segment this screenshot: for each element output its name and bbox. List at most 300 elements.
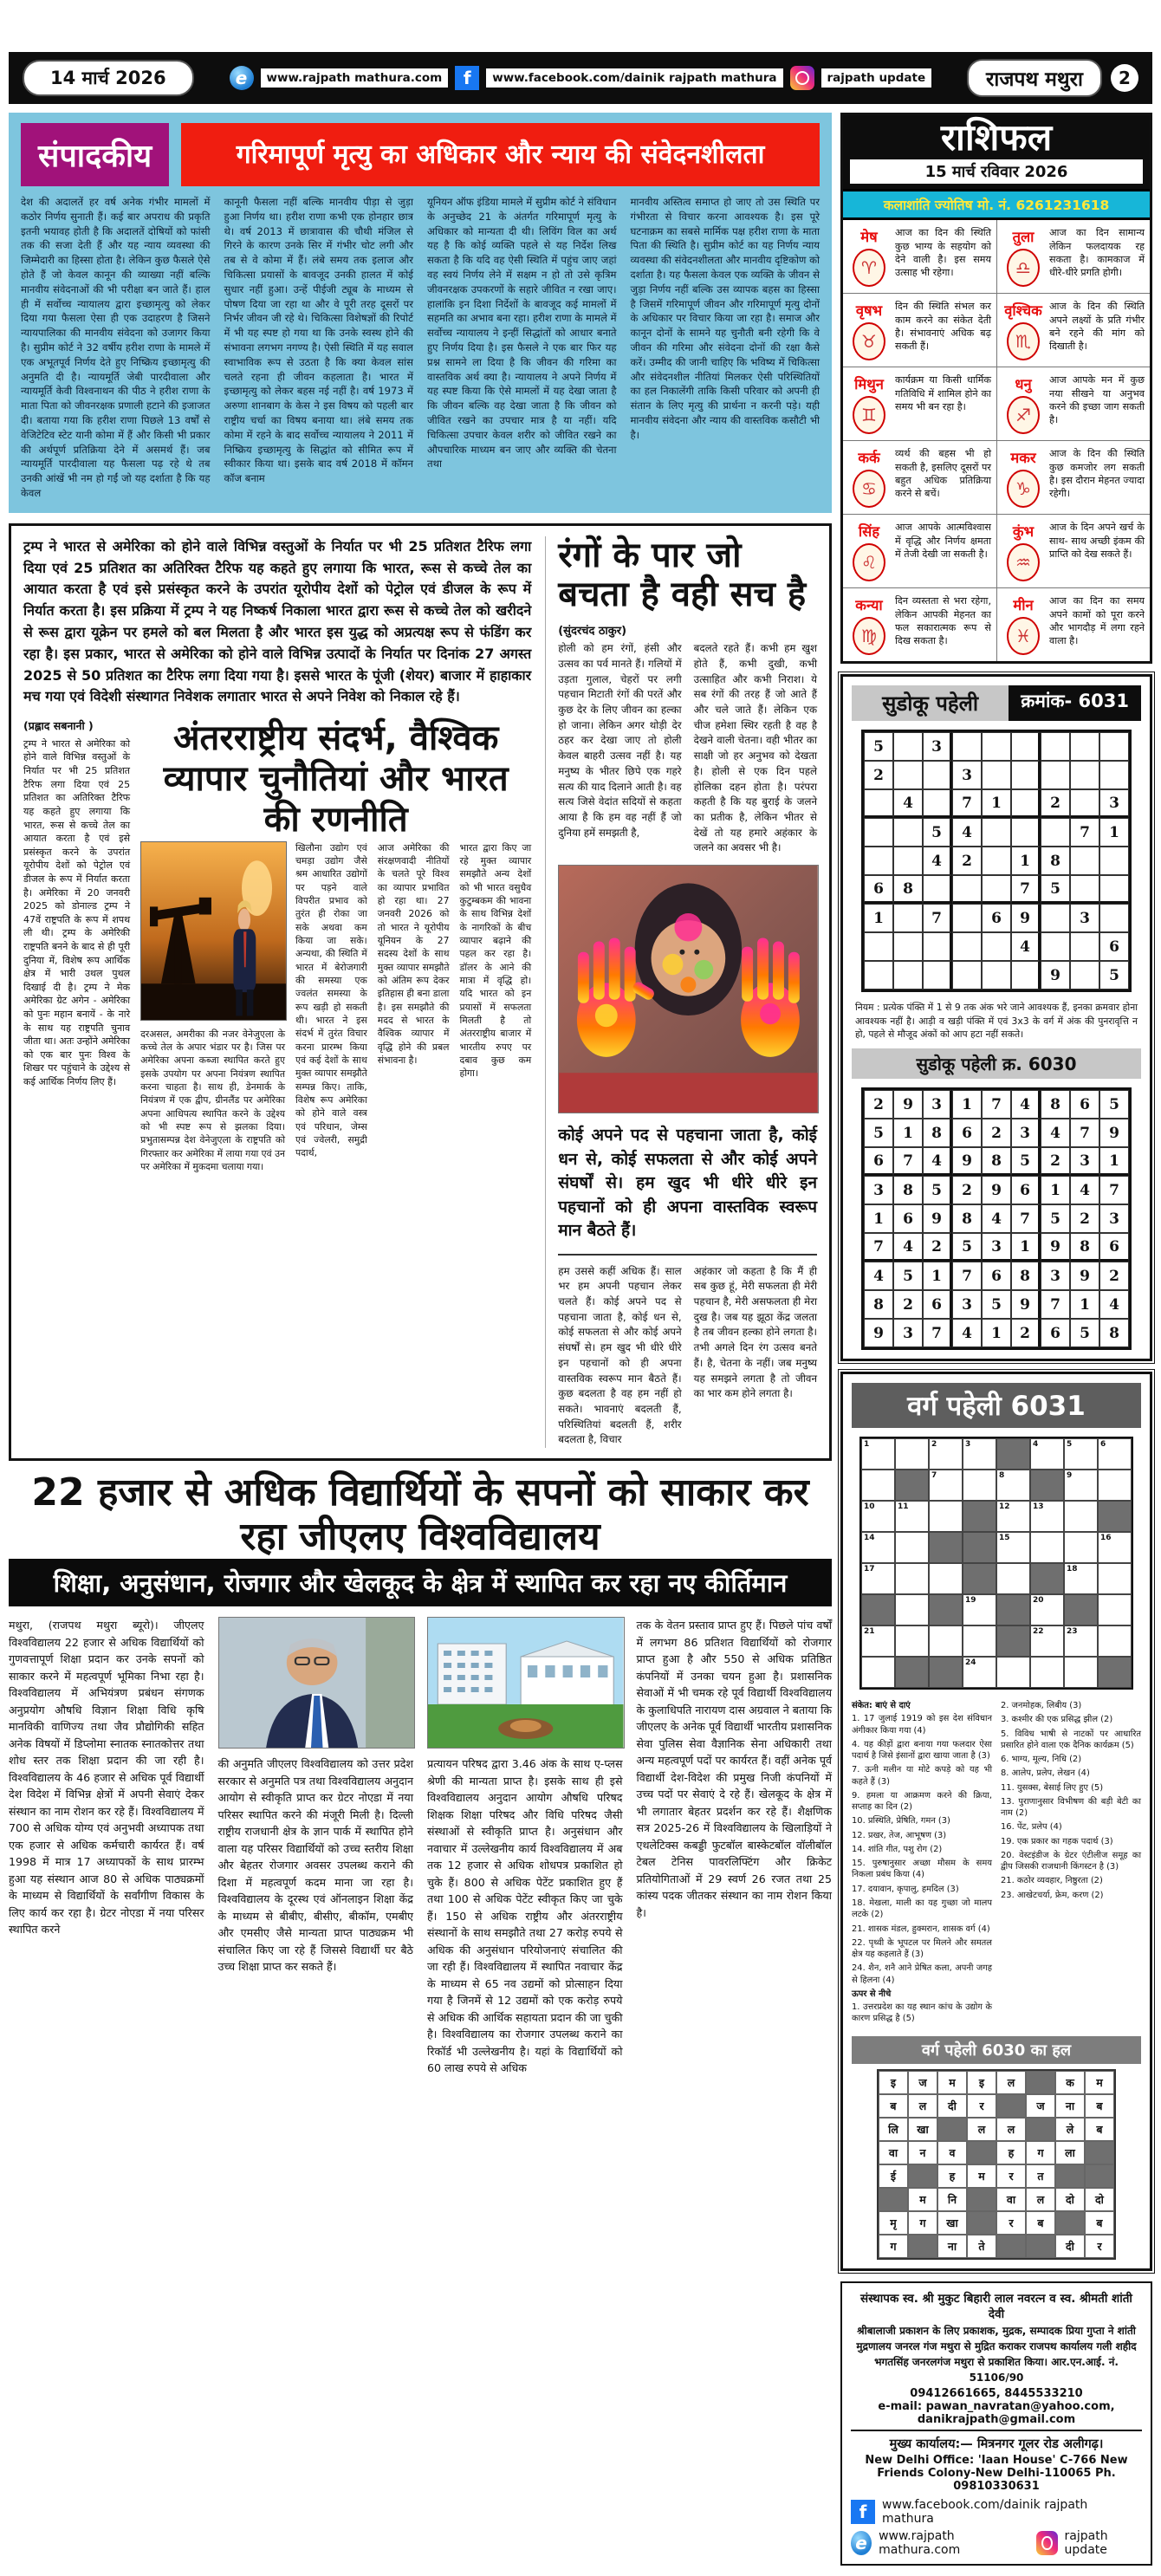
sudoku-cell [952, 932, 982, 961]
sudoku-cell [1099, 847, 1129, 875]
editorial-column: यूनियन ऑफ इंडिया मामले में सुप्रीम कोर्ट ने संविधान के अनुच्छेद 21 के अंतर्गत गरिमापूर्ण मृत्यु के अधिकार को मान्यता दी थी। लिविंग विल का अर्थ यह है कि कोई व्यक्ति पहले से यह निर्देश लिख सकता है कि यदि वह ऐसी स्थिति में पहुंच जाए जहां वह स्वयं निर्णय लेने में सक्षम न हो तो उसे कृत्रिम जीवनरक्षक उपकरणों के सहारे जीवित न रखा जाए। हालांकि इन दिशा निर्देशों के बावजूद कई मामलों में सहमति का अभाव बना रहा। हरीश राणा के मामले में सर्वोच्च न्यायालय ने इन्हीं सिद्धांतों को आधार बनाते हुए निर्णय दिया है। इस फैसले ने एक बार फिर यह प्रश्न सामने ला दिया है कि जीवन की गरिमा का वास्तविक अर्थ क्या है। न्यायालय ने अपने निर्णय में यह स्पष्ट किया कि ऐसे मामलों में यह देखा जाता है कि जीवन बल्कि वह देखा जाता है कि जीवन को जीवित रखने का उपचार मात्र है या नहीं। यदि चिकित्सा उपचार केवल शरीर को जीवित रखने का औपचारिक माध्यम बन जाए और व्यक्ति की चेतना तथा [427, 196, 617, 470]
sudoku-cell [1011, 961, 1041, 990]
zodiac-sign-name: वृश्चिक [1004, 302, 1042, 320]
crossword-block-cell [996, 1625, 1030, 1657]
crossword-solution-cell: ह [996, 2141, 1026, 2164]
zodiac-text: आज का दिन का समय अपने कामों को पूरा करने और भागदौड़ में लगा रहने वाला है। [1049, 595, 1145, 647]
website-url: www.rajpath mathura.com [879, 2528, 961, 2557]
sudoku-cell: 4 [923, 847, 952, 875]
sudoku-cell: 4 [864, 1262, 893, 1290]
zodiac-entry [996, 440, 1150, 514]
crossword-cell [929, 1563, 963, 1594]
sudoku-cell: 6 [1099, 1233, 1129, 1262]
crossword-block-cell [963, 1563, 996, 1594]
zodiac-sign [1002, 594, 1044, 655]
trade-byline: (प्रह्लाद सबनानी ) [23, 719, 94, 733]
crossword-solution-cell: वा [996, 2188, 1026, 2211]
zodiac-sign-name: सिंह [858, 523, 880, 541]
zodiac-text: आज का दिन सामान्य लेकिन फलदायक रह सकता है। कामकाज में धीरे-धीरे प्रगति होगी। [1049, 227, 1145, 279]
sudoku-cell [952, 875, 982, 904]
crossword-solution-cell: ल [967, 2118, 996, 2141]
sudoku-cell: 3 [1070, 904, 1099, 932]
crossword-cell [996, 1563, 1030, 1594]
sudoku-cell: 5 [864, 1119, 893, 1147]
sudoku-cell: 3 [952, 761, 982, 789]
zodiac-text: दिन व्यस्तता से भरा रहेगा, लेकिन आपकी मेहनत का फल सकारात्मक रूप से दिख सकता है। [895, 595, 991, 647]
crossword-cell [1064, 1657, 1098, 1688]
sudoku-cell [893, 847, 923, 875]
crossword-clue: 7. ऊनी मलीन या मोटे कपड़े को यह भी कहते हैं (3) [852, 1765, 992, 1787]
crossword-block-cell [1030, 1470, 1064, 1501]
sudoku-cell: 2 [893, 1290, 923, 1319]
sudoku-cell: 1 [1099, 1147, 1129, 1176]
sudoku-cell: 9 [1070, 1262, 1099, 1290]
crossword-cell [1030, 1657, 1064, 1688]
trade-column [23, 718, 130, 1173]
sudoku-cell [923, 875, 952, 904]
zodiac-icon: ♋ [853, 470, 885, 508]
crossword-cell [1064, 1563, 1098, 1594]
sudoku-cell [864, 847, 893, 875]
zodiac-icon: ♓ [1007, 617, 1040, 655]
horoscope-date: 15 मार्च रविवार 2026 [850, 159, 1143, 184]
crossword-cell [895, 1501, 929, 1532]
crossword-cell-number: 10 [864, 1502, 875, 1512]
zodiac-sign [1002, 373, 1044, 434]
sudoku-cell: 7 [1099, 1176, 1129, 1204]
sudoku-cell: 7 [923, 904, 952, 932]
sudoku-cell [864, 818, 893, 847]
sudoku-cell: 6 [864, 1147, 893, 1176]
crossword-cell [861, 1438, 895, 1470]
publisher-box [840, 2281, 1152, 2566]
sudoku-cell: 3 [923, 732, 952, 761]
zodiac-icon: ♊ [853, 396, 885, 434]
crossword-cell-number: 22 [1033, 1627, 1044, 1637]
holi-column-text: बदलते रहते हैं। कभी हम खुश होते हैं, कभी दुखी, कभी उत्साहित और कभी निराश। ये सब रंगों की तरह हैं जो आते हैं और चले जाते हैं। लेकिन एक चीज हमेशा स्थिर रहती है वह है देखने वाली चेतना। वही भीतर का साक्षी जो हर अनुभव को देखता है। होली से एक दिन पहले होलिका दहन होता है। परंपरा कहती है कि यह बुराई के जलने का प्रतीक है, लेकिन भीतर से देखें तो यह हमारे अहंकार के जलने का अवसर भी है। [693, 642, 818, 854]
crossword-cell-number: 9 [1067, 1471, 1073, 1481]
sudoku-cell [982, 732, 1011, 761]
founder-line: संस्थापक स्व. श्री मुकुट बिहारी लाल नवरत्न व स्व. श्रीमती शांती देवी [860, 2291, 1132, 2321]
crossword-clue: 18. मेखला, माली का यह गुच्छा जो मालप लटके (2) [852, 1898, 992, 1920]
zodiac-entry [843, 514, 996, 587]
sudoku-cell: 8 [923, 1119, 952, 1147]
zodiac-icon: ♎ [1007, 249, 1040, 287]
crossword-clue: 21. शासक मंडल, हुक्मरान, शासक वर्ग (4) [852, 1924, 990, 1934]
crossword-cell [1030, 1594, 1064, 1625]
crossword-solution-cell: ग [908, 2211, 937, 2235]
crossword-solution-block [908, 2235, 937, 2258]
crossword-block-cell [929, 1532, 963, 1563]
sudoku-cell [1041, 818, 1070, 847]
sudoku-cell: 9 [1011, 1290, 1041, 1319]
sudoku-cell: 4 [952, 818, 982, 847]
sudoku-cell: 2 [1041, 1147, 1070, 1176]
crossword-clue: 2. जनमोहक, लिबीय (3) [1001, 1701, 1082, 1711]
sudoku-cell [923, 961, 952, 990]
zodiac-sign [848, 226, 890, 287]
sudoku-cell: 3 [923, 1090, 952, 1119]
zodiac-icon: ♐ [1007, 396, 1040, 434]
instagram-icon [1036, 2531, 1057, 2555]
crossword-clue: 23. आखेटचर्या, फ्रेम, करण (2) [1001, 1890, 1104, 1900]
zodiac-text: आज आपके आत्मविश्वास में वृद्धि और निर्णय क्षमता में तेजी देखी जा सकती है। [895, 522, 991, 560]
sudoku-cell: 4 [923, 1147, 952, 1176]
sudoku-cell: 3 [1070, 1147, 1099, 1176]
crossword-cell-number: 24 [965, 1658, 976, 1668]
sudoku-cell [864, 932, 893, 961]
crossword-solution-cell: ई [879, 2164, 908, 2188]
crossword-cell [1064, 1625, 1098, 1657]
sudoku-cell: 9 [982, 1176, 1011, 1204]
sudoku-cell: 2 [982, 1119, 1011, 1147]
sudoku-cell [982, 961, 1011, 990]
sudoku-cell: 3 [1041, 1262, 1070, 1290]
crossword-cell [929, 1625, 963, 1657]
sudoku-cell [1070, 847, 1099, 875]
crossword-solution-cell: वा [879, 2141, 908, 2164]
crossword-section [840, 1372, 1152, 2271]
astrologer-line: कलाशांति ज्योतिष मो. नं. 6261231618 [843, 189, 1150, 220]
sudoku-cell: 3 [1099, 789, 1129, 818]
crossword-cell-number: 1 [864, 1440, 870, 1450]
editorial-columns [21, 195, 820, 501]
crossword-block-cell [929, 1657, 963, 1688]
sudoku-cell: 7 [1011, 1204, 1041, 1233]
zodiac-text: व्यर्थ की बहस भी हो सकती है, इसलिए दूसरों पर बहुत अधिक प्रतिक्रिया करने से बचें। [895, 448, 991, 500]
crossword-cell [1064, 1438, 1098, 1470]
crossword-across-clues [852, 1700, 992, 2028]
crossword-cell [1098, 1563, 1132, 1594]
sudoku-cell [1011, 732, 1041, 761]
crossword-clue: 9. हमला या आक्रमण करने की क्रिया, सप्ताह का दिन (2) [852, 1790, 992, 1813]
sudoku-cell: 5 [893, 1262, 923, 1290]
instagram-icon [790, 66, 814, 90]
sudoku-cell: 7 [1041, 1290, 1070, 1319]
zodiac-icon: ♑ [1007, 470, 1040, 508]
crossword-cell [895, 1594, 929, 1625]
crossword-down-clues [1001, 1700, 1141, 2028]
sudoku-cell: 5 [1099, 961, 1129, 990]
crossword-cell [861, 1470, 895, 1501]
horoscope-section [840, 113, 1152, 664]
zodiac-entry [843, 293, 996, 367]
sudoku-cell [952, 732, 982, 761]
gla-headline: 22 हजार से अधिक विद्यार्थियों के सपनों को साकार कर रहा जीएलए विश्वविद्यालय [31, 1470, 809, 1559]
crossword-solution-grid [877, 2069, 1116, 2260]
crossword-solution-title: वर्ग पहेली 6030 का हल [852, 2036, 1141, 2064]
crossword-clue: 24. शैन, शनै आने प्रेषित कला, अपनी जगह से हिलना (4) [852, 1963, 992, 1985]
editorial-column: देश की अदालतें हर वर्ष अनेक गंभीर मामलों में कठोर निर्णय सुनाती हैं। कई बार अपराध की प्रकृति इतनी भयावह होती है कि अदालतें दोषियों को फांसी तक की सजा देती हैं और यह न्याय व्यवस्था की जिम्मेदारी का हिस्सा होता है। लेकिन कुछ फैसले ऐसे होते हैं जो केवल कानून की व्याख्या नहीं बल्कि मानवीय संवेदनाओं की भी परीक्षा बन जाते हैं। हाल ही में सर्वोच्च न्यायालय द्वारा इच्छामृत्यु को लेकर दिया गया फैसला ऐसा ही एक उदाहरण है जिसने न्यायपालिका की मानवीय संवेदना को उजागर किया है। सुप्रीम कोर्ट ने 32 वर्षीय हरीश राणा के मामले में एक अभूतपूर्व निर्णय देते हुए निष्क्रिय इच्छामृत्यु की अनुमति दी है। न्यायमूर्ति जेबी पारदीवाला और न्यायमूर्ति केवी विश्वनाथन की पीठ ने हरीश राणा के माता पिता को जीवनरक्षक प्रणाली हटाने की इजाजत दी। बताया गया कि हरीश राणा पिछले 13 वर्षों से वेजिटेटिव स्टेट यानी कोमा में हैं और किसी भी प्रकार की अर्थपूर्ण प्रतिक्रिया देने में असमर्थ हैं। जब न्यायमूर्ति पारदीवाला यह फैसला पढ़ रहे थे तब उनकी आंखें भी नम हो गईं जो यह दर्शाता है कि यह केवल [21, 196, 211, 499]
sudoku-cell: 1 [1070, 1290, 1099, 1319]
website-url: www.rajpath mathura.com [261, 68, 449, 88]
crossword-title: वर्ग पहेली 6031 [852, 1383, 1141, 1428]
zodiac-entry [843, 367, 996, 440]
sudoku-cell: 5 [923, 1176, 952, 1204]
masthead-links [230, 66, 932, 90]
zodiac-icon: ♌ [853, 543, 885, 581]
crossword-clue: 10. प्रस्थिति, प्रेषिति, गमन (3) [852, 1816, 950, 1827]
sudoku-cell [893, 961, 923, 990]
crossword-cell [1064, 1470, 1098, 1501]
zodiac-grid [843, 220, 1150, 661]
sudoku-cell: 1 [1099, 818, 1129, 847]
crossword-cell [861, 1532, 895, 1563]
sudoku-cell: 8 [864, 1290, 893, 1319]
sudoku-cell [893, 761, 923, 789]
crossword-solution-cell: ल [996, 2118, 1026, 2141]
sudoku-cell [1041, 904, 1070, 932]
sudoku-cell: 5 [1011, 1147, 1041, 1176]
sudoku-cell [1041, 732, 1070, 761]
sudoku-cell: 5 [1041, 1204, 1070, 1233]
sudoku-cell: 9 [864, 1319, 893, 1347]
zodiac-entry [996, 367, 1150, 440]
crossword-cell-number: 6 [1100, 1440, 1106, 1450]
zodiac-sign [1002, 521, 1044, 581]
zodiac-sign [1002, 226, 1044, 287]
sudoku-cell: 3 [952, 1290, 982, 1319]
crossword-block-cell [996, 1438, 1030, 1470]
crossword-solution-cell: ज [908, 2071, 937, 2094]
crossword-solution-cell: ग [1026, 2141, 1055, 2164]
sudoku-cell [1070, 732, 1099, 761]
sudoku-cell: 6 [1070, 1090, 1099, 1119]
sudoku-cell: 6 [952, 1119, 982, 1147]
sudoku-cell: 8 [1070, 1233, 1099, 1262]
sudoku-cell: 1 [982, 1319, 1011, 1347]
sudoku-cell: 8 [893, 1176, 923, 1204]
zodiac-icon: ♈ [853, 249, 885, 287]
crossword-cell [1098, 1594, 1132, 1625]
crossword-solution-cell: र [996, 2164, 1026, 2188]
crossword-solution-cell: ल [908, 2094, 937, 2118]
crossword-clue: 21. कठोर व्यवहार, निष्ठुरता (2) [1001, 1876, 1103, 1886]
zodiac-sign [848, 521, 890, 581]
crossword-cell [895, 1625, 929, 1657]
crossword-grid [859, 1437, 1133, 1690]
sudoku-cell: 8 [1041, 1090, 1070, 1119]
zodiac-icon: ♍ [853, 617, 885, 655]
crossword-solution-cell: इ [879, 2071, 908, 2094]
down-clues-title: ऊपर से नीचे [852, 1989, 892, 1999]
crossword-cell [963, 1594, 996, 1625]
editorial-headline: गरिमापूर्ण मृत्यु का अधिकार और न्याय की संवेदनशीलता [181, 123, 820, 186]
zodiac-entry [843, 220, 996, 293]
sudoku-cell: 6 [923, 1290, 952, 1319]
trade-column-text: भारत द्वारा किए जा रहे मुक्त व्यापार समझौते अन्य देशों को भी भारत वसुधैव कुटुम्बकम की भावना के साथ विभिन्न देशों के नागरिकों के बीच व्यापार बढ़ाने की पहल कर रहा है। डॉलर के आने की मात्रा में वृद्धि हो। यदि भारत को इन प्रयासों में सफलता मिलती है तो अंतरराष्ट्रीय बाजार में भारतीय रुपए पर दबाव कुछ कम होगा। [459, 841, 532, 1080]
crossword-cell-number: 2 [931, 1440, 937, 1450]
crossword-solution-cell: इ [967, 2071, 996, 2094]
sudoku-cell: 5 [982, 1290, 1011, 1319]
crossword-cell-number: 8 [999, 1471, 1005, 1481]
zodiac-icon: ♉ [853, 322, 885, 360]
email-line: e-mail: pawan_navratan@yahoo.com, danikrajpath@gmail.com [851, 2400, 1142, 2431]
crossword-solution-cell: ले [1055, 2118, 1085, 2141]
sudoku-cell [1041, 761, 1070, 789]
crossword-solution-cell: ते [967, 2235, 996, 2258]
browser-icon: e [851, 2531, 872, 2555]
zodiac-icon: ♒ [1007, 543, 1040, 581]
crossword-cell [1064, 1501, 1098, 1532]
zodiac-sign-name: मिथुन [854, 376, 884, 393]
zodiac-sign-name: मेष [860, 229, 878, 246]
sudoku-cell [982, 875, 1011, 904]
crossword-cell [963, 1625, 996, 1657]
zodiac-text: आज के दिन अपने खर्च के साथ- साथ अच्छी इंकम की प्राप्ति को देख सकते हैं। [1049, 522, 1145, 560]
sudoku-cell [982, 761, 1011, 789]
sudoku-cell: 2 [952, 1176, 982, 1204]
sudoku-cell: 3 [893, 1319, 923, 1347]
crossword-clue: 3. कश्मीर की एक प्रसिद्ध झील (2) [1001, 1715, 1113, 1725]
sudoku-cell: 8 [982, 1147, 1011, 1176]
sudoku-cell [893, 818, 923, 847]
crossword-block-cell [996, 1594, 1030, 1625]
sudoku-cell [1099, 761, 1129, 789]
sudoku-section [840, 674, 1152, 1361]
crossword-block-cell [963, 1532, 996, 1563]
zodiac-sign [848, 594, 890, 655]
holi-column-text: हम उससे कहीं अधिक हैं। साल भर हम अपनी पहचान लेकर चलते हैं। कोई अपने पद से पहचाना जाता है, कोई धन से, कोई सफलता से और कोई अपने संघर्षों से। हम खुद भी धीरे धीरे इन पहचानों को ही अपना वास्तविक स्वरूप मान बैठते हैं। कुछ बदलता है वह हम नहीं हो सकते। भावनाएं बदलती हैं, परिस्थितियां बदलती हैं, शरीर बदलता है, विचार [558, 1264, 682, 1446]
zodiac-sign [848, 447, 890, 508]
crossword-clue: 12. प्रखर, तेज, आभूषण (3) [852, 1830, 947, 1840]
head-office-line: मुख्य कार्यालय:— मित्रनगर गूलर रोड अलीगढ़। [889, 2436, 1104, 2451]
sudoku-cell [923, 761, 952, 789]
sudoku-cell: 2 [864, 1090, 893, 1119]
zodiac-entry [843, 440, 996, 514]
crossword-cell [929, 1470, 963, 1501]
crossword-solution-block [1026, 2118, 1055, 2141]
crossword-solution-cell: ना [1055, 2094, 1085, 2118]
crossword-solution-cell: र [967, 2094, 996, 2118]
holi-article [545, 536, 817, 1448]
sudoku-cell: 4 [893, 789, 923, 818]
sudoku-cell: 7 [864, 1233, 893, 1262]
delhi-office-line: New Delhi Office: 'Iaan House' C-766 New Friends Colony-New Delhi-110065 Ph. 09810330631 [865, 2453, 1128, 2493]
sudoku-cell [1070, 789, 1099, 818]
zodiac-entry [996, 587, 1150, 661]
zodiac-sign-name: मीन [1013, 597, 1034, 614]
sudoku-cell: 2 [1041, 789, 1070, 818]
sudoku-cell [982, 818, 1011, 847]
zodiac-entry [843, 587, 996, 661]
sudoku-cell [893, 904, 923, 932]
zodiac-text: कार्यक्रम या किसी धार्मिक गतिविधि में शामिल होने का समय भी बन रहा है। [895, 374, 991, 412]
sudoku-cell [1070, 875, 1099, 904]
crossword-solution-cell: खा [937, 2211, 967, 2235]
sudoku-cell: 2 [1070, 1204, 1099, 1233]
crossword-cell-number: 14 [864, 1534, 875, 1543]
crossword-solution-cell: ब [1085, 2094, 1114, 2118]
crossword-solution-cell: न [908, 2141, 937, 2164]
crossword-clue: 20. वेस्टइंडीज के ग्रेटर एंटीलीज समूह का द्वीप जिसकी राजधानी किंगस्टन है (3) [1001, 1850, 1141, 1872]
sudoku-cell: 8 [1099, 1319, 1129, 1347]
crossword-cell-number: 19 [965, 1596, 976, 1606]
crossword-solution-cell: म [967, 2164, 996, 2188]
crossword-clue: 11. युसक्स, बेसाई लिए हुए (5) [1001, 1782, 1104, 1793]
sudoku-cell: 8 [1041, 847, 1070, 875]
horoscope-title: राशिफल [940, 116, 1053, 159]
sudoku-cell: 2 [864, 761, 893, 789]
sudoku-cell: 3 [982, 1233, 1011, 1262]
sudoku-cell [864, 961, 893, 990]
gla-column-text: मथुरा, (राजपथ मथुरा ब्यूरो)। जीएलए विश्वविद्यालय 22 हजार से अधिक विद्यार्थियों को गुणवत्तापूर्ण शिक्षा प्रदान कर उनके सपनों को साकार करने में महत्वपूर्ण भूमिका निभा रहा है। विश्वविद्यालय में अभियंत्रण प्रबंधन संगणक अनुप्रयोग औषधि विज्ञान शिक्षा विधि कृषि मानविकी वाणिज्य तथा जैव प्रौद्योगिकी सहित अनेक विषयों में डिप्लोमा स्नातक स्नातकोत्तर तथा शोध स्तर तक शिक्षा प्रदान की जा रही है। विश्वविद्यालय के 46 हजार से अधिक पूर्व विद्यार्थी देश विदेश में विभिन्न क्षेत्रों में अपनी सेवाएं देकर संस्थान का नाम रोशन कर रहे हैं। विश्वविद्यालय में 700 से अधिक योग्य एवं अनुभवी अध्यापक तथा एक हजार से अधिक कर्मचारी कार्यरत हैं। वर्ष 1998 में मात्र 17 अध्यापकों के साथ प्रारम्भ हुआ यह संस्थान आज 80 से अधिक पाठ्यक्रमों के माध्यम से विद्यार्थियों के सर्वांगीण विकास के लिए कार्य कर रहा है। ग्रेटर नोएडा में नया परिसर स्थापित करने [9, 1619, 204, 1937]
sudoku-cell: 6 [864, 875, 893, 904]
page-number: 2 [1111, 64, 1138, 92]
crossword-solution-cell: दो [1085, 2188, 1114, 2211]
trade-column-text: दरअसल, अमरीका की नजर वेनेजुएला के कच्चे तेल के अपार भंडार पर है। जिस पर अमेरिका अपना कब्जा स्थापित करते हुए इसके उपयोग पर अपना नियंत्रण स्थापित करना चाहता है। साथ ही, डेनमार्क के नियंत्रण में एक द्वीप, ग्रीनलैंड पर अमेरिका अपना आधिपत्य स्थापित करने के उद्देश्य को भी स्पष्ट रूप से झलका दिया। प्रभुतासम्पन्न देश वेनेजुएला के राष्ट्रपति को गिरफ्तार कर अमेरिका में लाया गया एवं उन पर अमेरिका में मुकदमा चलाया गया। [140, 1028, 286, 1172]
crossword-solution-block [1026, 2235, 1055, 2258]
masthead [9, 52, 1152, 104]
zodiac-entry [996, 514, 1150, 587]
trade-column-text: खिलौना उद्योग एवं चमड़ा उद्योग जैसे श्रम आधारित उद्योगों पर पड़ने वाले विपरीत प्रभाव को तुरंत ही रोका जा सके अथवा कम किया जा सके। अन्यथा, की स्थिति में भारत में बेरोजगारी की समस्या एक ज्वलंत समस्या के रूप खड़ी हो सकती थी। भारत ने इस संदर्भ में तुरंत विचार करना प्रारम्भ किया एवं कई देशों के साथ मुक्त व्यापार समझौते सम्पन्न किए। ताकि, विशेष रूप अमेरिका को होने वाले वस्त्र एवं परिधान, जेम्स एवं ज्वेलरी, समुद्री पदार्थ, [295, 841, 367, 1159]
sudoku-cell: 5 [923, 818, 952, 847]
sudoku-cell: 9 [1041, 961, 1070, 990]
crossword-solution-cell: म [937, 2071, 967, 2094]
zodiac-sign-name: वृषभ [855, 302, 883, 320]
sudoku-cell: 8 [952, 1204, 982, 1233]
crossword-cell [1030, 1625, 1064, 1657]
zodiac-sign-name: धनु [1015, 376, 1032, 393]
sudoku-cell [1099, 732, 1129, 761]
gla-column-text: की अनुमति जीएलए विश्वविद्यालय को उत्तर प्रदेश सरकार से अनुमति पत्र तथा विश्वविद्यालय अनुदान आयोग से स्वीकृति प्राप्त कर ग्रेटर नोएडा में नया परिसर स्थापित करने की मंजूरी मिली है। दिल्ली राष्ट्रीय राजधानी क्षेत्र के ज्ञान पार्क में स्थापित होने वाला यह परिसर विद्यार्थियों को उच्च स्तरीय शिक्षा और बेहतर रोजगार अवसर उपलब्ध कराने की दिशा में महत्वपूर्ण कदम माना जा रहा है। विश्वविद्यालय के दूरस्थ एवं ऑनलाइन शिक्षा केंद्र के माध्यम से बीबीए, बीसीए, बीकॉम, एमबीए और एमसीए जैसे मान्यता प्राप्त पाठ्यक्रम भी संचालित किए जा रहे हैं जिससे विद्यार्थी घर बैठे उच्च शिक्षा प्राप्त कर सकते हैं। [217, 1757, 413, 1974]
crossword-cell [861, 1501, 895, 1532]
trade-intro: ट्रम्प ने भारत से अमेरिका को होने वाले विभिन्न वस्तुओं के निर्यात पर भी 25 प्रतिशत टैरिफ लगा दिया एवं 25 प्रतिशत का अतिरिक्त टैरिफ यह कहते हुए लगाया कि भारत, रूस से कच्चे तेल का आयात करता है एवं इसे प्रसंस्कृत करने के उपरांत यूरोपीय देशों को पेट्रोल एवं डीजल के रूप में निर्यात करता है। इस प्रक्रिया में ट्रम्प ने यह निष्कर्ष निकाला भारत द्वारा रूस से कच्चे तेल को खरीदने से रूस द्वारा यूक्रेन पर हमले को बल मिलता है और भारत इस युद्ध को अप्रत्यक्ष रूप से फंडिंग कर रहा है। इस प्रकार, भारत से अमेरिका को होने वाले विभिन्न उत्पादों के निर्यात पर दिनांक 27 अगस्त 2025 से 50 प्रतिशत का टैरिफ लगा दिया गया है। इससे भारत के पूंजी (शेयर) बाजार में हाहाकार मच गया एवं विदेशी संस्थागत निवेशक लगातार भारत से अपने निवेश को निकाल रहे हैं। [23, 537, 532, 705]
sudoku-cell: 1 [923, 1262, 952, 1290]
zodiac-text: आज आपके मन में कुछ नया सीखने या अनुभव करने की इच्छा जाग सकती है। [1049, 374, 1145, 426]
crossword-solution-cell: लि [879, 2118, 908, 2141]
crossword-solution-cell: दो [1055, 2188, 1085, 2211]
crossword-cell-number: 5 [1067, 1440, 1073, 1450]
zodiac-sign-name: तुला [1012, 229, 1035, 246]
sudoku-cell: 6 [1041, 1319, 1070, 1347]
sudoku-cell: 7 [893, 1147, 923, 1176]
crossword-cell [1098, 1625, 1132, 1657]
crossword-solution-cell: दी [1055, 2235, 1085, 2258]
crossword-solution-cell: ना [937, 2235, 967, 2258]
holi-byline: (सुंदरचंद ठाकुर) [558, 625, 627, 639]
sudoku-cell: 4 [1070, 1176, 1099, 1204]
sudoku-solution-grid [861, 1087, 1132, 1350]
holi-headline: रंगों के पार जो बचता है वही सच है [558, 535, 807, 614]
crossword-solution-cell: खा [908, 2118, 937, 2141]
crossword-solution-block [1055, 2164, 1085, 2188]
sudoku-cell [893, 932, 923, 961]
crossword-solution-cell: ल [996, 2071, 1026, 2094]
sudoku-cell: 4 [1011, 1090, 1041, 1119]
zodiac-sign-name: कुंभ [1012, 523, 1035, 541]
crossword-solution-block [1085, 2141, 1114, 2164]
sudoku-cell [982, 932, 1011, 961]
sudoku-cell [923, 789, 952, 818]
editorial-column: मानवीय अस्तित्व समाप्त हो जाए तो उस स्थिति पर गंभीरता से विचार करना आवश्यक है। इस पूरे घटनाक्रम का सबसे मार्मिक पक्ष हरीश राणा के माता पिता की स्थिति है। सुप्रीम कोर्ट का यह निर्णय न्याय व्यवस्था की संवेदनशीलता और मानवीय दृष्टिकोण को दर्शाता है। यह फैसला केवल एक व्यक्ति के जीवन से जुड़ा निर्णय नहीं बल्कि उस व्यापक बहस का हिस्सा है जिसमें गरिमापूर्ण जीवन और गरिमापूर्ण मृत्यु दोनों के अधिकार पर विचार किया जा रहा है। समाज और कानून दोनों के सामने यह चुनौती बनी रहेगी कि वे जीवन की गरिमा और संवेदना दोनों की रक्षा कैसे करें। उम्मीद की जानी चाहिए कि भविष्य में चिकित्सा और संवेदनशील नीतियां मिलकर ऐसी परिस्थितियों का हल निकालेंगी ताकि किसी परिवार को अपनी ही संतान के लिए मृत्यु की प्रार्थना न करनी पड़े। यही मानवीय संवेदना और न्याय की वास्तविक कसौटी भी है। [630, 196, 820, 441]
sudoku-cell: 8 [893, 875, 923, 904]
crossword-block-cell [861, 1594, 895, 1625]
crossword-cell-number: 13 [1033, 1502, 1044, 1512]
crossword-solution-block [967, 2188, 996, 2211]
sudoku-cell: 4 [982, 1204, 1011, 1233]
sudoku-cell [952, 904, 982, 932]
sudoku-cell: 8 [1011, 1262, 1041, 1290]
crossword-solution-cell: ज [1026, 2094, 1055, 2118]
sudoku-cell [864, 789, 893, 818]
sudoku-cell: 7 [1070, 818, 1099, 847]
facebook-url: www.facebook.com/dainik rajpath mathura [882, 2497, 1088, 2526]
crossword-clue: 19. एक प्रकार का गहक पदार्थ (3) [1001, 1836, 1113, 1846]
crossword-block-cell [1064, 1594, 1098, 1625]
sudoku-cell: 1 [1041, 1176, 1070, 1204]
crossword-solution-cell: ग [879, 2235, 908, 2258]
